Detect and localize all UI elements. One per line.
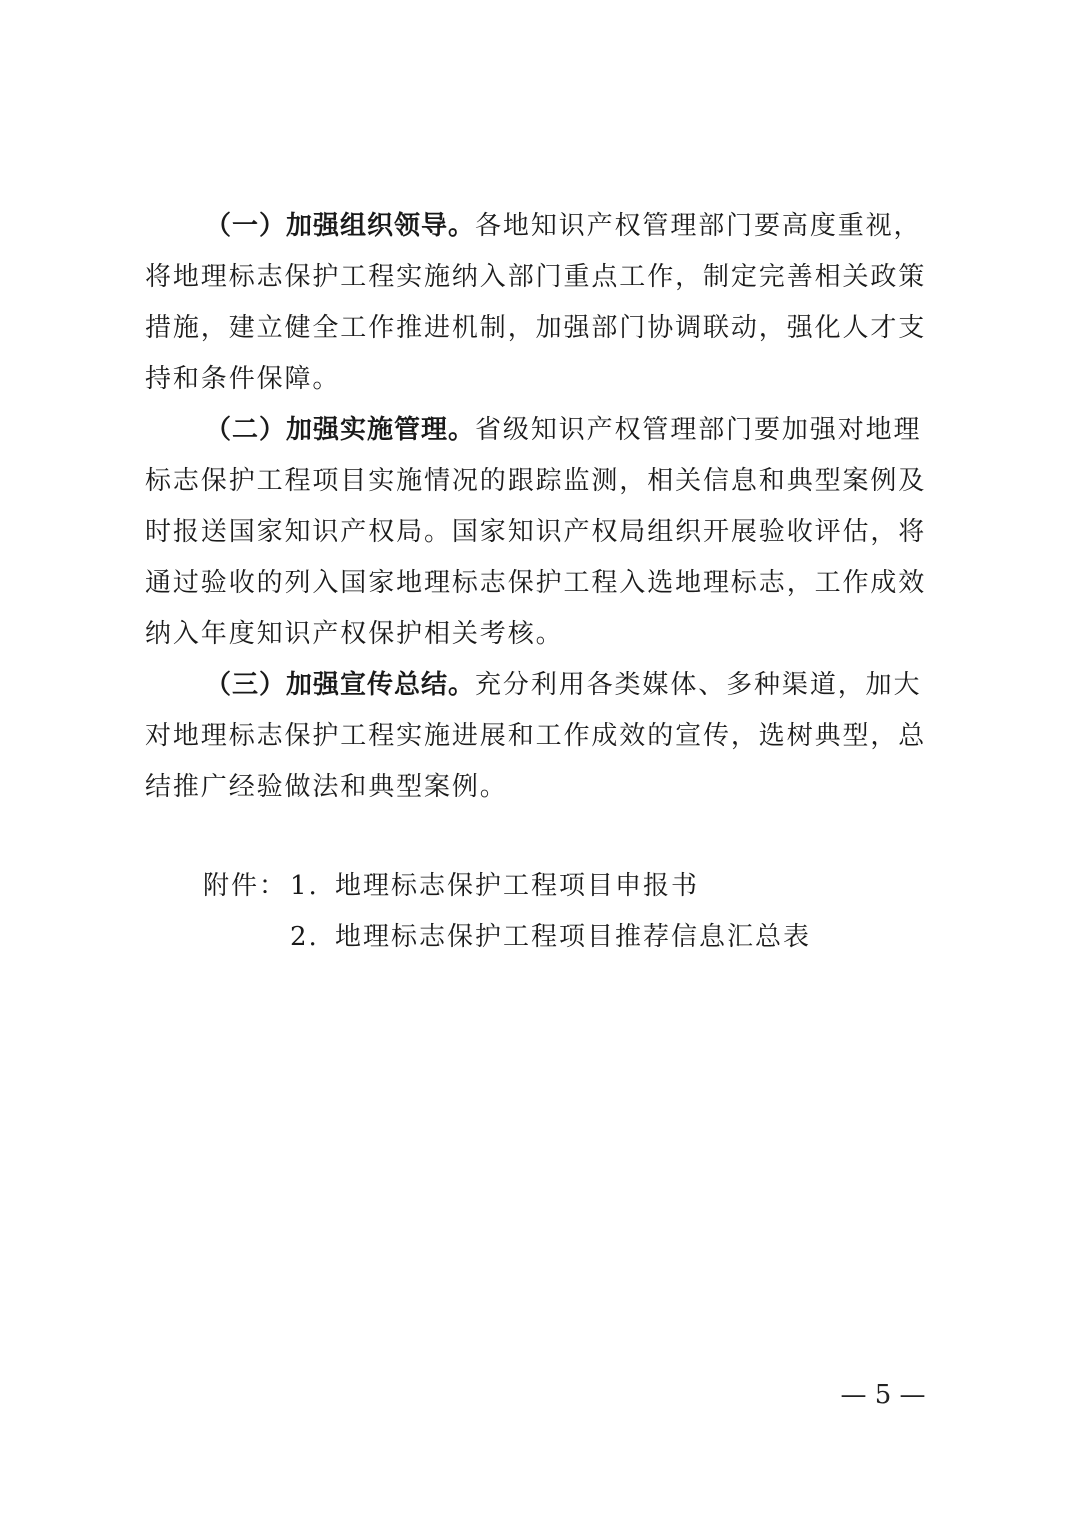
paragraph-line: 对地理标志保护工程实施进展和工作成效的宣传，选树典型，总 [145, 721, 927, 751]
paragraph-line: 纳入年度知识产权保护相关考核。 [145, 619, 564, 649]
paragraph-text: 充分利用各类媒体、多种渠道，加大 [475, 670, 922, 700]
section-heading: （一）加强组织领导。 [205, 211, 476, 241]
section-heading: （三）加强宣传总结。 [205, 670, 476, 700]
attachments-label: 附件： [203, 871, 288, 901]
paragraph-line: 将地理标志保护工程实施纳入部门重点工作，制定完善相关政策 [145, 262, 927, 292]
paragraph-line [205, 665, 945, 705]
attachment-number: 1. [290, 871, 319, 901]
paragraph-line: 结推广经验做法和典型案例。 [145, 772, 508, 802]
paragraph-line: 标志保护工程项目实施情况的跟踪监测，相关信息和典型案例及 [145, 466, 927, 496]
paragraph-text: 各地知识产权管理部门要高度重视， [475, 211, 922, 241]
page-number: — 5 — [840, 1380, 926, 1410]
attachment-title: 地理标志保护工程项目申报书 [335, 871, 700, 901]
paragraph-line [205, 206, 945, 246]
paragraph-line: 时报送国家知识产权局。国家知识产权局组织开展验收评估，将 [145, 517, 927, 547]
attachment-number: 2. [290, 922, 319, 952]
paragraph-text: 省级知识产权管理部门要加强对地理 [475, 415, 922, 445]
section-heading: （二）加强实施管理。 [205, 415, 476, 445]
paragraph-line [205, 410, 945, 450]
paragraph-line: 措施，建立健全工作推进机制，加强部门协调联动，强化人才支 [145, 313, 927, 343]
paragraph-line: 持和条件保障。 [145, 364, 341, 394]
attachment-title: 地理标志保护工程项目推荐信息汇总表 [335, 922, 812, 952]
paragraph-line: 通过验收的列入国家地理标志保护工程入选地理标志，工作成效 [145, 568, 927, 598]
